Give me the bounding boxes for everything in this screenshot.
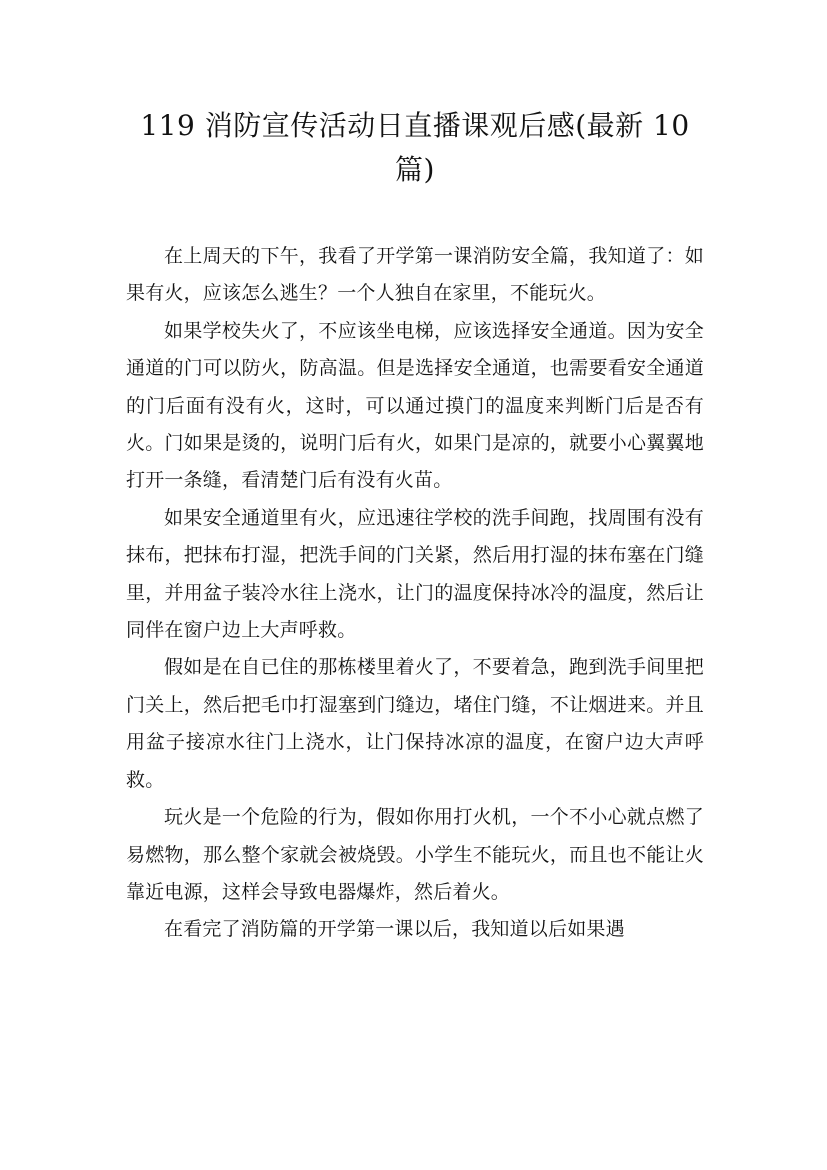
- paragraph-5: 玩火是一个危险的行为，假如你用打火机，一个不小心就点燃了易燃物，那么整个家就会被烧毁。小学生不能玩火，而且也不能让火靠近电源，这样会导致电器爆炸，然后着火。: [126, 806, 704, 903]
- paragraph-6: 在看完了消防篇的开学第一课以后，我知道以后如果遇: [164, 918, 625, 941]
- paragraph-3: 如果安全通道里有火，应迅速往学校的洗手间跑，找周围有没有抹布，把抹布打湿，把洗手间的门关紧，然后用打湿的抹布塞在门缝里，并用盆子装冷水往上浇水，让门的温度保持冰冷的温度，然后让同伴在窗户边上大声呼救。: [126, 506, 704, 642]
- document-title: 119 消防宣传活动日直播课观后感(最新 10 篇): [140, 109, 690, 186]
- document-body: [126, 238, 704, 949]
- paragraph-1: 在上周天的下午，我看了开学第一课消防安全篇，我知道了：如果有火，应该怎么逃生？一个人独自在家里，不能玩火。: [126, 245, 704, 305]
- paragraph-4: 假如是在自已住的那栋楼里着火了，不要着急，跑到洗手间里把门关上，然后把毛巾打湿塞到门缝边，堵住门缝，不让烟进来。并且用盆子接凉水往门上浇水，让门保持冰凉的温度，在窗户边大声呼救。: [126, 656, 704, 791]
- paragraph-2: 如果学校失火了，不应该坐电梯，应该选择安全通道。因为安全通道的门可以防火，防高温。但是选择安全通道，也需要看安全通道的门后面有没有火，这时，可以通过摸门的温度来判断门后是否有火。门如果是烫的，说明门后有火，如果门是凉的，就要小心翼翼地打开一条缝，看清楚门后有没有火苗。: [126, 319, 704, 492]
